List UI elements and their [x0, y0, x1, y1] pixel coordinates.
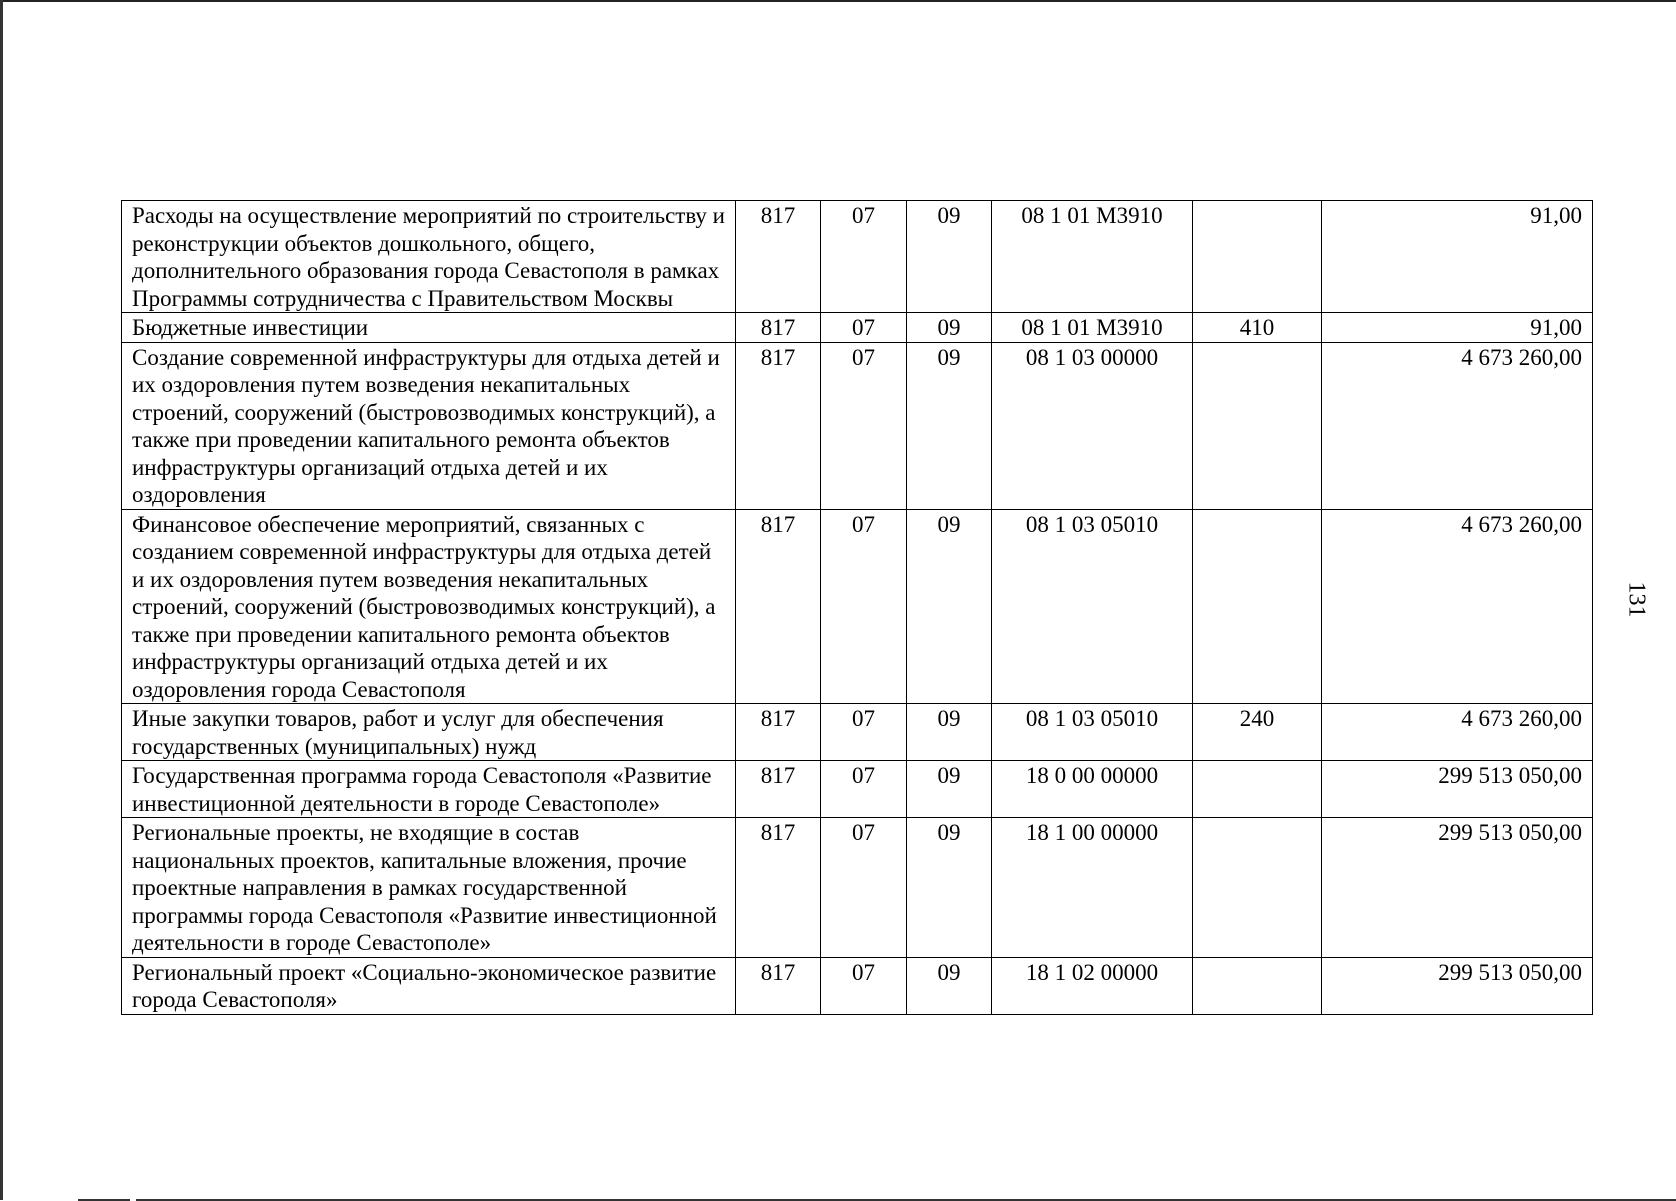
expense-type-code: [1193, 342, 1322, 509]
section-code: 07: [821, 818, 907, 958]
table-row: [122, 313, 1593, 343]
row-name: Создание современной инфраструктуры для отдыха детей и их оздоровления путем возведения некапитальных строений, сооружений (быстровозводимых конструкций), а также при проведении капитального ремонта объектов инфраструктуры организаций отдыха детей и их оздоровления: [122, 342, 736, 509]
expense-type-code: [1193, 957, 1322, 1014]
ministry-code: 817: [736, 761, 821, 818]
budget-table-body: [122, 201, 1593, 1015]
table-row: [122, 818, 1593, 958]
target-article-code: 08 1 01 M3910: [992, 313, 1193, 343]
subsection-code: 09: [907, 201, 992, 313]
page-number: 131: [1623, 581, 1650, 618]
row-name: Региональный проект «Социально-экономическое развитие города Севастополя»: [122, 957, 736, 1014]
subsection-code: 09: [907, 509, 992, 704]
expense-type-code: [1193, 761, 1322, 818]
amount: 299 513 050,00: [1322, 818, 1593, 958]
target-article-code: 18 0 00 00000: [992, 761, 1193, 818]
ministry-code: 817: [736, 957, 821, 1014]
ministry-code: 817: [736, 704, 821, 761]
amount: 299 513 050,00: [1322, 957, 1593, 1014]
amount: 91,00: [1322, 201, 1593, 313]
subsection-code: 09: [907, 818, 992, 958]
amount: 91,00: [1322, 313, 1593, 343]
target-article-code: 08 1 01 M3910: [992, 201, 1193, 313]
ministry-code: 817: [736, 509, 821, 704]
expense-type-code: [1193, 509, 1322, 704]
section-code: 07: [821, 201, 907, 313]
target-article-code: 08 1 03 05010: [992, 509, 1193, 704]
subsection-code: 09: [907, 704, 992, 761]
expense-type-code: 240: [1193, 704, 1322, 761]
section-code: 07: [821, 761, 907, 818]
scan-edge-left: [0, 0, 3, 1200]
amount: 299 513 050,00: [1322, 761, 1593, 818]
table-row: [122, 761, 1593, 818]
subsection-code: 09: [907, 957, 992, 1014]
row-name: Бюджетные инвестиции: [122, 313, 736, 343]
subsection-code: 09: [907, 342, 992, 509]
section-code: 07: [821, 704, 907, 761]
expense-type-code: [1193, 201, 1322, 313]
ministry-code: 817: [736, 313, 821, 343]
row-name: Финансовое обеспечение мероприятий, связанных с созданием современной инфраструктуры для отдыха детей и их оздоровления путем возведения некапитальных строений, сооружений (быстровозводимых конструкций), а также при проведении капитального ремонта объектов инфраструктуры организаций отдыха детей и их оздоровления города Севастополя: [122, 509, 736, 704]
target-article-code: 08 1 03 00000: [992, 342, 1193, 509]
table-row: [122, 509, 1593, 704]
target-article-code: 18 1 02 00000: [992, 957, 1193, 1014]
target-article-code: 08 1 03 05010: [992, 704, 1193, 761]
subsection-code: 09: [907, 761, 992, 818]
row-name: Региональные проекты, не входящие в состав национальных проектов, капитальные вложения, прочие проектные направления в рамках государственной программы города Севастополя «Развитие инвестиционной деятельности в городе Севастополе»: [122, 818, 736, 958]
ministry-code: 817: [736, 201, 821, 313]
amount: 4 673 260,00: [1322, 342, 1593, 509]
scan-edge-top: [0, 0, 1676, 2]
table-row: [122, 957, 1593, 1014]
ministry-code: 817: [736, 342, 821, 509]
section-code: 07: [821, 313, 907, 343]
subsection-code: 09: [907, 313, 992, 343]
amount: 4 673 260,00: [1322, 509, 1593, 704]
table-row: [122, 704, 1593, 761]
row-name: Государственная программа города Севастополя «Развитие инвестиционной деятельности в городе Севастополе»: [122, 761, 736, 818]
target-article-code: 18 1 00 00000: [992, 818, 1193, 958]
ministry-code: 817: [736, 818, 821, 958]
expense-type-code: 410: [1193, 313, 1322, 343]
section-code: 07: [821, 509, 907, 704]
row-name: Расходы на осуществление мероприятий по строительству и реконструкции объектов дошкольного, общего, дополнительного образования города Севастополя в рамках Программы сотрудничества с Правительством Москвы: [122, 201, 736, 313]
section-code: 07: [821, 342, 907, 509]
table-row: [122, 201, 1593, 313]
row-name: Иные закупки товаров, работ и услуг для обеспечения государственных (муниципальных) нужд: [122, 704, 736, 761]
section-code: 07: [821, 957, 907, 1014]
expense-type-code: [1193, 818, 1322, 958]
amount: 4 673 260,00: [1322, 704, 1593, 761]
budget-table: [121, 200, 1593, 1015]
table-row: [122, 342, 1593, 509]
